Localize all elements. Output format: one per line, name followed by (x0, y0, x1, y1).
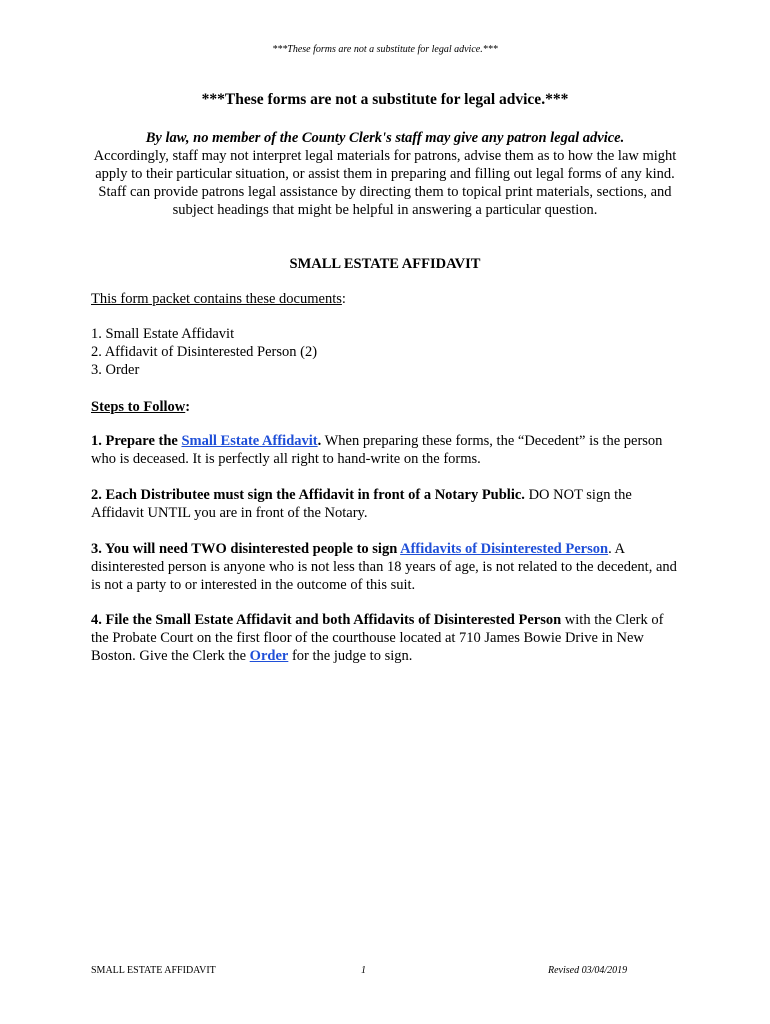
list-item: 2. Affidavit of Disinterested Person (2) (91, 344, 318, 360)
packet-intro-colon: : (341, 291, 346, 307)
order-link[interactable]: Order (249, 648, 289, 664)
steps-heading (91, 398, 683, 416)
step-3 (91, 540, 683, 594)
step-1-text: When preparing these forms, the “Decedent” is the person who is deceased. It is perfectly all right to hand-write on the forms. (91, 433, 663, 467)
disclaimer-body: Accordingly, staff may not interpret legal materials for patrons, advise them as to how the law might apply to their particular situation, or assist them in preparing and filling out legal forms of any kind. Staff can provide patrons legal assistance by directing them to topical print materials, sections, and subject headings that might be helpful in answering a particular question. (93, 148, 677, 218)
packet-intro-text: This form packet contains these documents (91, 291, 342, 307)
list-item: 3. Order (91, 362, 140, 378)
step-2 (91, 486, 683, 522)
step-1 (91, 432, 683, 468)
footer-title: SMALL ESTATE AFFIDAVIT (91, 965, 216, 976)
footer-revised-date: Revised 03/04/2019 (548, 965, 628, 976)
step-4-lead: 4. File the Small Estate Affidavit and both Affidavits of Disinterested Person (91, 612, 562, 628)
small-estate-affidavit-link[interactable]: Small Estate Affidavit (181, 433, 318, 449)
step-4 (91, 611, 683, 665)
document-list (91, 325, 683, 379)
disclaimer-lead: By law, no member of the County Clerk's staff may give any patron legal advice. (145, 130, 625, 146)
step-2-lead: 2. Each Distributee must sign the Affidavit in front of a Notary Public. (91, 487, 525, 503)
steps-heading-text: Steps to Follow (91, 399, 186, 415)
document-title: SMALL ESTATE AFFIDAVIT (289, 256, 481, 272)
step-1-lead: 1. Prepare the (91, 433, 182, 449)
step-3-text: . A disinterested person is anyone who is not less than 18 years of age, is not related to the decedent, and is not a party to or interested in the outcome of this suit. (91, 541, 677, 593)
step-4-text: with the Clerk of the Probate Court on the first floor of the courthouse located at 710 James Bowie Drive in New Boston. Give the Clerk the (91, 612, 664, 664)
affidavits-disinterested-person-link[interactable]: Affidavits of Disinterested Person (400, 541, 609, 557)
running-header: ***These forms are not a substitute for legal advice.*** (272, 44, 498, 55)
disclaimer-paragraph (88, 129, 682, 219)
list-item: 1. Small Estate Affidavit (91, 326, 235, 342)
steps-heading-colon: : (185, 399, 191, 415)
footer-page-number: 1 (361, 965, 366, 976)
step-3-lead: 3. You will need TWO disinterested people to sign (91, 541, 401, 557)
step-1-lead-end: . (317, 433, 322, 449)
step-2-text: DO NOT sign the Affidavit UNTIL you are in front of the Notary. (91, 487, 632, 521)
legal-advice-heading: ***These forms are not a substitute for legal advice.*** (201, 91, 569, 108)
step-4-text-end: for the judge to sign. (288, 648, 413, 664)
packet-intro (91, 290, 683, 308)
